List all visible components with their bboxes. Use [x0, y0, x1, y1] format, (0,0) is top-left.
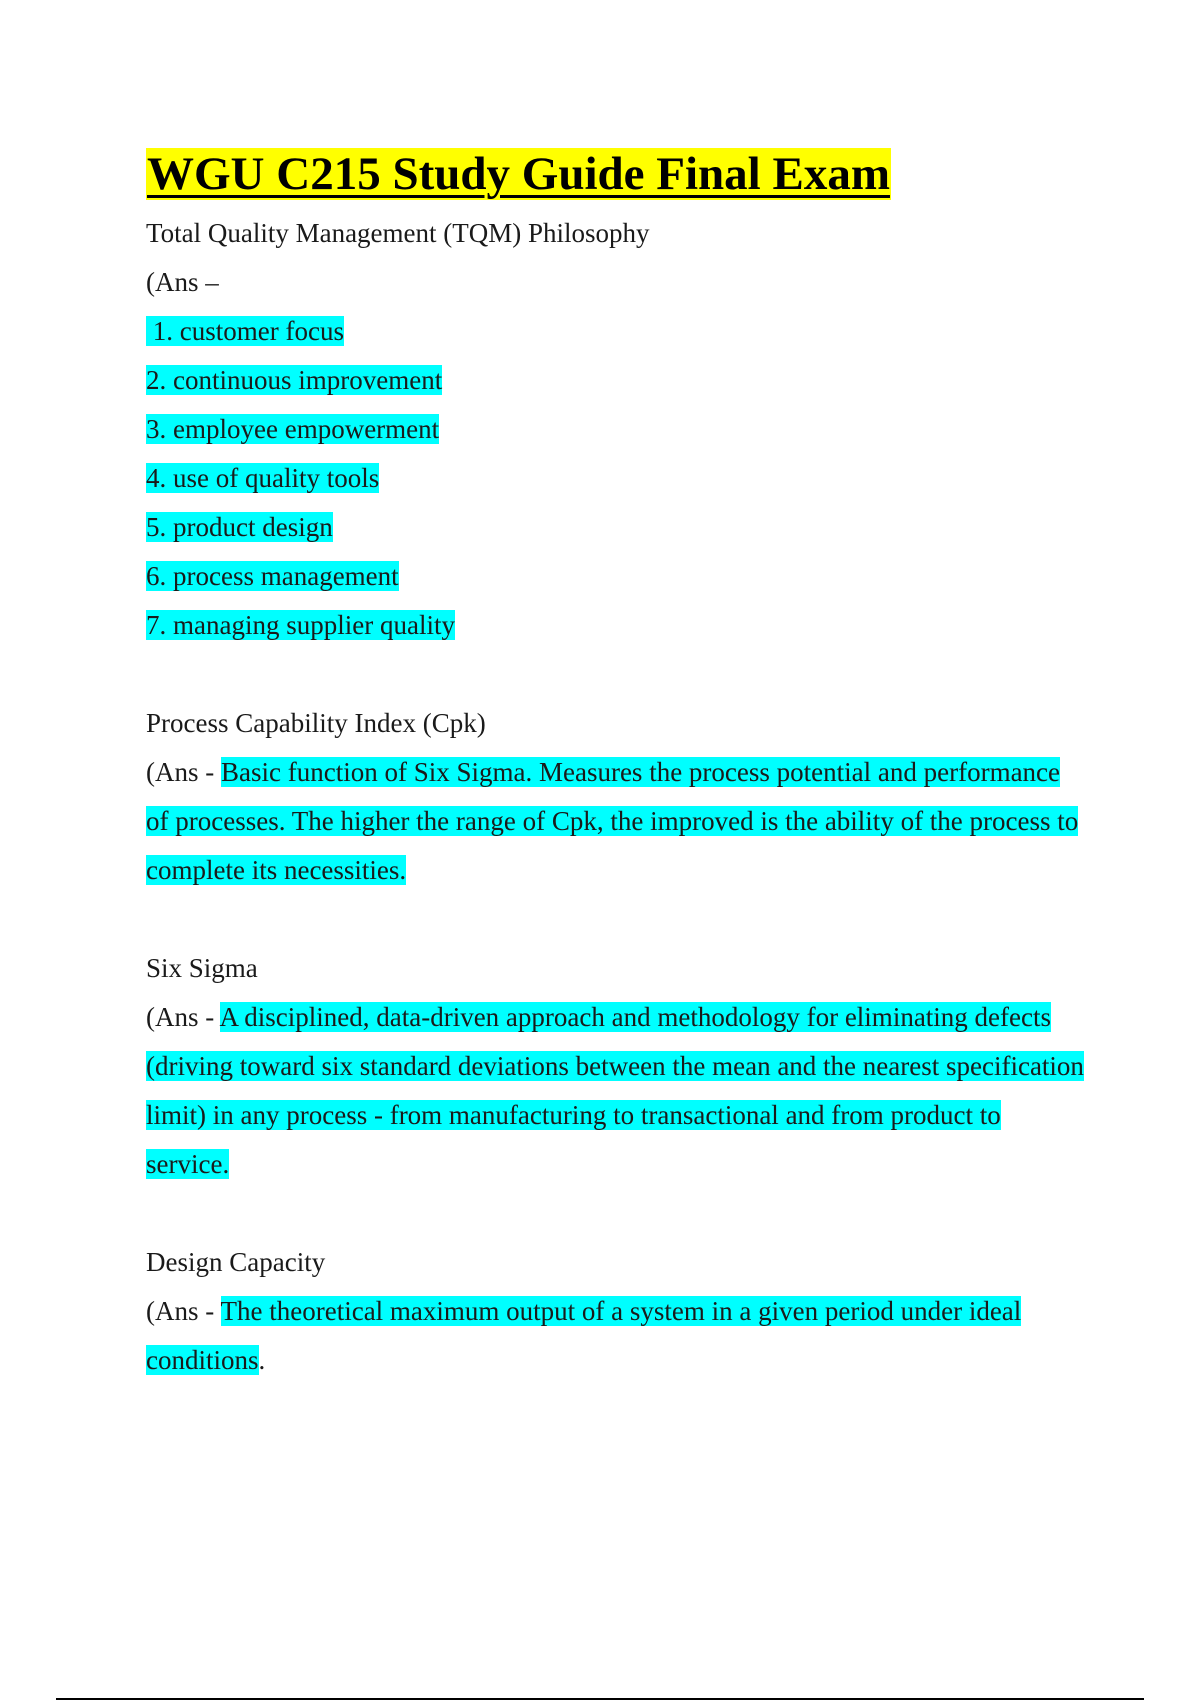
document-title-text: WGU C215 Study Guide Final Exam: [147, 148, 890, 200]
answer-six-sigma: [146, 993, 1086, 1189]
list-item: [146, 601, 1086, 650]
answer-text: The theoretical maximum output of a system in a given period under ideal conditions: [146, 1296, 1022, 1375]
answer-text: A disciplined, data-driven approach and methodology for eliminating defects (driving toward six standard deviations between the mean and the nearest specification limit) in any process - from manufacturing to transactional and from product to service.: [146, 1002, 1084, 1179]
list-item: [146, 307, 1086, 356]
answer-prefix-tqm: (Ans –: [146, 267, 219, 297]
answer-prefix: (Ans -: [146, 1002, 220, 1032]
list-item: [146, 503, 1086, 552]
section-spacer: [146, 1189, 1086, 1238]
answer-text: Basic function of Six Sigma. Measures the process potential and performance of processes. The higher the range of Cpk, the improved is the ability of the process to complete its necessities.: [146, 757, 1079, 885]
answer-prefix: (Ans -: [146, 757, 221, 787]
answer-suffix: .: [258, 1345, 266, 1375]
list-item-text: 3. employee empowerment: [146, 414, 440, 444]
list-item-text: 5. product design: [146, 512, 333, 542]
question-design-capacity: Design Capacity: [146, 1247, 326, 1277]
list-item-text: 2. continuous improvement: [146, 365, 443, 395]
list-item-text: 7. managing supplier quality: [146, 610, 455, 640]
list-item: [146, 552, 1086, 601]
list-item: [146, 454, 1086, 503]
answer-prefix: (Ans -: [146, 1296, 221, 1326]
list-item-text: 4. use of quality tools: [146, 463, 380, 493]
answer-design-capacity: [146, 1287, 1086, 1385]
question-tqm: Total Quality Management (TQM) Philosophy: [146, 218, 650, 248]
section-spacer: [146, 895, 1086, 944]
list-item-text: 1. customer focus: [146, 316, 344, 346]
document-title: [146, 140, 1086, 208]
question-cpk: Process Capability Index (Cpk): [146, 708, 486, 738]
question-six-sigma: Six Sigma: [146, 953, 258, 983]
list-item-text: 6. process management: [146, 561, 399, 591]
section-spacer: [146, 650, 1086, 699]
answer-cpk: [146, 748, 1086, 895]
list-item: [146, 356, 1086, 405]
list-item: [146, 405, 1086, 454]
document-body: [146, 140, 1086, 1385]
